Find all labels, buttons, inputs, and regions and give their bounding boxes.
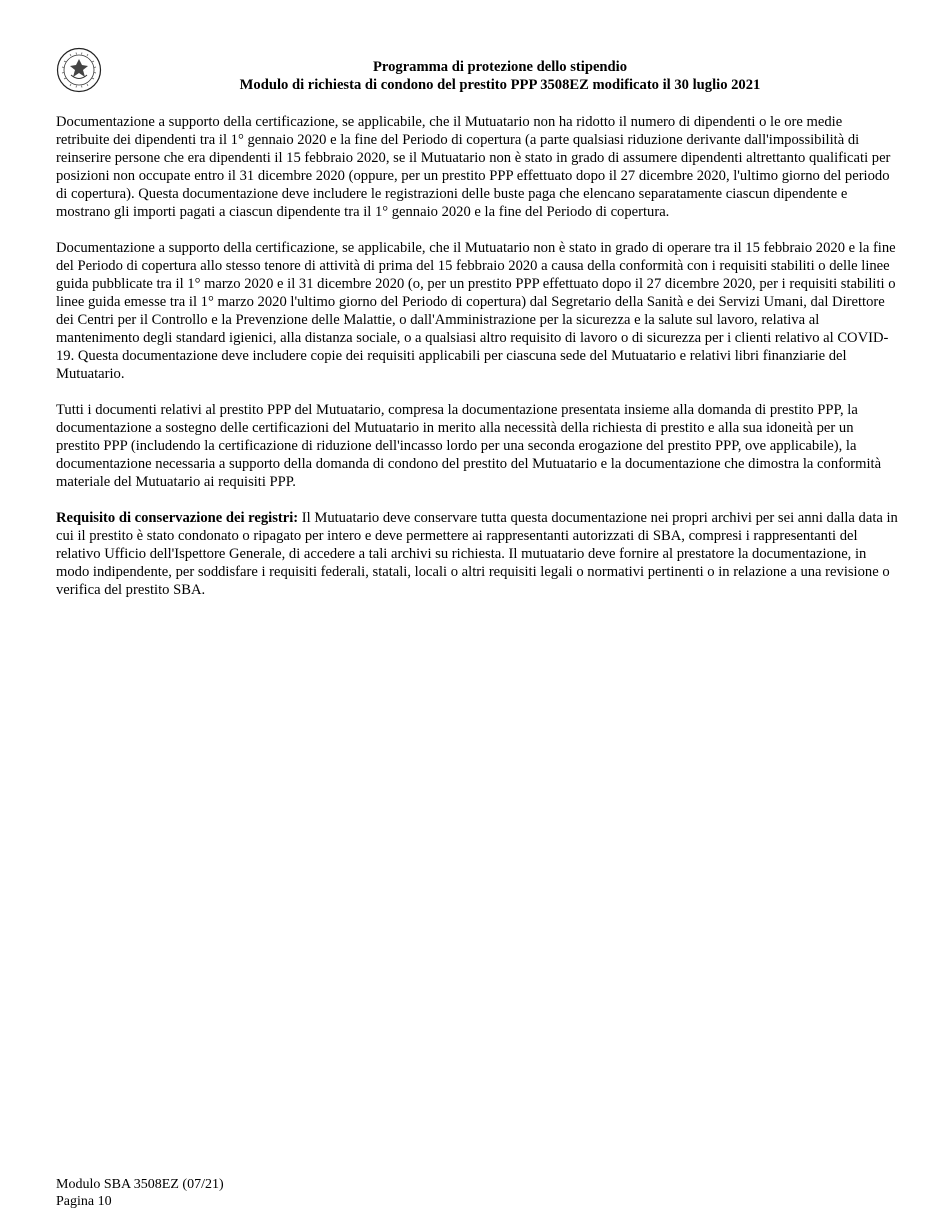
paragraph-operation-documentation: Documentazione a supporto della certificazione, se applicabile, che il Mutuatario non è stato in grado di operare tra il 15 febbraio 2020 e la fine del Periodo di copertura allo stesso tenore di attività di prima del 15 febbraio 2020 a causa della conformità con i requisiti stabiliti o delle linee guida pubblicate tra il 1° marzo 2020 e il 31 dicembre 2020 (o, per un prestito PPP effettuato dopo il 27 dicembre 2020, per i requisiti stabiliti o linee guida emesse tra il 1° marzo 2020 l'ultimo giorno del Periodo di copertura) dal Segretario della Sanità e dei Servizi Umani, dal Direttore dei Centri per il Controllo e la Prevenzione delle Malattie, o dall'Amministrazione per la sicurezza e la salute sul lavoro, relativa al mantenimento degli standard igienici, alla distanza sociale, o a qualsiasi altro requisito di lavoro o di sicurezza per i clienti relativo al COVID-19. Questa documentazione deve includere copie dei requisiti applicabili per ciascuna sede del Mutuatario e relativi libri finanziarie del Mutuatario.: [56, 240, 896, 382]
records-retention-text: Il Mutuatario deve conservare tutta questa documentazione nei propri archivi per sei anni dalla data in cui il prestito è stato condonato o ripagato per intero e deve permettere ai rappresentanti autorizzati di SBA, compresi i rappresentanti del relativo Ufficio dell'Ispettore Generale, di accedere a tali archivi su richiesta. Il mutuatario deve fornire al prestatore la documentazione, in modo indipendente, per soddisfare i requisiti federali, statali, locali o altri requisiti legali o normativi pertinenti o in relazione a una revisione o verifica del prestito SBA.: [56, 510, 898, 598]
paragraph-records-retention: [56, 509, 898, 599]
footer-page-number: Pagina 10: [56, 1194, 112, 1209]
document-body: [56, 113, 898, 617]
records-retention-heading: Requisito di conservazione dei registri:: [56, 510, 299, 526]
paragraph-loan-documents: Tutti i documenti relativi al prestito PPP del Mutuatario, compresa la documentazione presentata insieme alla domanda di prestito PPP, la documentazione a sostegno delle certificazioni del Mutuatario in merito alla necessità della richiesta di prestito e alla sua idoneità per un prestito PPP (includendo la certificazione di riduzione dell'incasso lordo per una seconda erogazione del prestito PPP, ove applicabile), la documentazione necessaria a supporto della domanda di condono del prestito del Mutuatario e la documentazione che dimostra la conformità materiale del Mutuatario ai requisiti PPP.: [56, 402, 882, 490]
footer-form-id: Modulo SBA 3508EZ (07/21): [56, 1177, 224, 1192]
header-title: Programma di protezione dello stipendio: [372, 59, 628, 75]
document-footer: [56, 1176, 224, 1210]
paragraph-employee-documentation: Documentazione a supporto della certificazione, se applicabile, che il Mutuatario non ha ridotto il numero di dipendenti o le ore medie retribuite dei dipendenti tra il 1° gennaio 2020 e la fine del Periodo di copertura (a parte qualsiasi riduzione derivante dall'impossibilità di reinserire persone che era dipendenti il 15 febbraio 2020, se il Mutuatario non è stato in grado di assumere dipendenti altrettanto qualificati per posizioni non occupate entro il 31 dicembre 2020 (oppure, per un prestito PPP effettuato dopo il 27 dicembre 2020, l'ultimo giorno del periodo di copertura). Questa documentazione deve includere le registrazioni delle buste paga che elencano separatamente ciascun dipendente e mostrano gli importi pagati a ciascun dipendente tra il 1° gennaio 2020 e la fine del Periodo di copertura.: [56, 114, 891, 220]
document-header: [150, 58, 850, 94]
header-subtitle: Modulo di richiesta di condono del prestito PPP 3508EZ modificato il 30 luglio 2021: [239, 77, 761, 93]
sba-seal-icon: [56, 47, 102, 93]
